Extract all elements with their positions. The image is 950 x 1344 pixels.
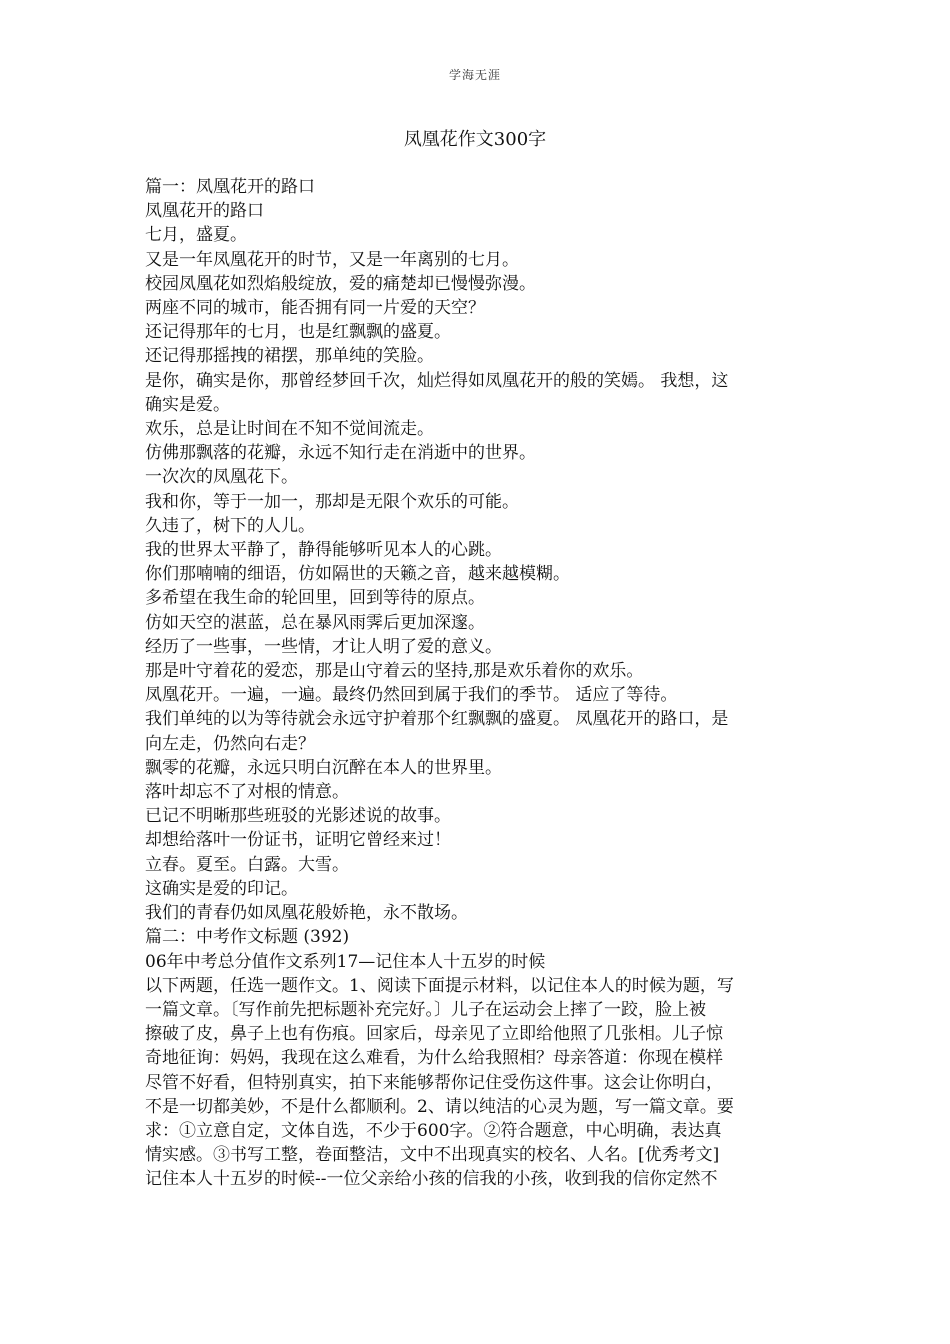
text-line: 多希望在我生命的轮回里，回到等待的原点。 — [145, 588, 485, 609]
text-line: 久违了，树下的人儿。 — [145, 515, 315, 536]
text-line: 校园凤凰花如烈焰般绽放，爱的痛楚却已慢慢弥漫。 — [145, 273, 536, 294]
text-line: 还记得那年的七月，也是红飘飘的盛夏。 — [145, 322, 451, 343]
text-line: 还记得那摇拽的裙摆，那单纯的笑脸。 — [145, 346, 434, 367]
text-line: 一次次的凤凰花下。 — [145, 467, 298, 488]
text-line: 又是一年凤凰花开的时节，又是一年离别的七月。 — [145, 249, 519, 270]
page-header: 学海无涯 — [448, 68, 501, 82]
text-line: 求：①立意自定，文体自选，不少于600字。②符合题意，中心明确，表达真 — [145, 1120, 722, 1141]
text-line: 向左走，仍然向右走？ — [145, 733, 315, 754]
text-line: 却想给落叶一份证书，证明它曾经来过！ — [145, 830, 451, 851]
text-line: 落叶却忘不了对根的情意。 — [145, 782, 349, 803]
document-title: 凤凰花作文300字 — [403, 129, 547, 150]
text-line: 那是叶守着花的爱恋，那是山守着云的坚持,那是欢乐着你的欢乐。 — [145, 661, 644, 682]
text-line: 一篇文章。〔写作前先把标题补充完好。〕儿子在运动会上摔了一跤，脸上被 — [145, 999, 706, 1020]
document-body — [145, 175, 810, 1192]
text-line: 这确实是爱的印记。 — [145, 878, 298, 899]
text-line: 欢乐，总是让时间在不知不觉间流走。 — [145, 419, 434, 440]
text-line: 仿佛那飘落的花瓣，永远不知行走在消逝中的世界。 — [145, 443, 536, 464]
text-line: 是你，确实是你，那曾经梦回千次，灿烂得如凤凰花开的般的笑嫣。 我想，这 — [145, 370, 729, 391]
text-line: 七月，盛夏。 — [145, 225, 247, 246]
text-line: 篇二：中考作文标题 (392) — [145, 927, 350, 948]
text-line: 凤凰花开的路口 — [145, 201, 264, 222]
text-line: 篇一：凤凰花开的路口 — [145, 177, 315, 197]
text-line: 尽管不好看，但特别真实，拍下来能够帮你记住受伤这件事。这会让你明白， — [145, 1072, 723, 1093]
text-line: 我的世界太平静了，静得能够听见本人的心跳。 — [145, 540, 502, 561]
text-line: 记住本人十五岁的时候--一位父亲给小孩的信我的小孩，收到我的信你定然不 — [145, 1169, 718, 1190]
text-line: 凤凰花开。一遍，一遍。最终仍然回到属于我们的季节。 适应了等待。 — [145, 685, 678, 706]
text-line: 以下两题，任选一题作文。1、阅读下面提示材料，以记住本人的时候为题，写 — [145, 975, 734, 996]
text-line: 我们的青春仍如凤凰花般娇艳，永不散场。 — [145, 903, 468, 924]
text-line: 你们那喃喃的细语，仿如隔世的天籁之音，越来越模糊。 — [145, 564, 570, 585]
text-line: 飘零的花瓣，永远只明白沉醉在本人的世界里。 — [145, 757, 502, 778]
text-line: 06年中考总分值作文系列17—记住本人十五岁的时候 — [145, 951, 546, 972]
text-line: 立春。夏至。白露。大雪。 — [145, 854, 349, 875]
text-line: 两座不同的城市，能否拥有同一片爱的天空？ — [145, 298, 485, 319]
text-line: 不是一切都美妙，不是什么都顺利。2、请以纯洁的心灵为题，写一篇文章。要 — [145, 1096, 734, 1117]
text-line: 我们单纯的以为等待就会永远守护着那个红飘飘的盛夏。 凤凰花开的路口，是 — [145, 709, 729, 730]
text-line: 情实感。③书写工整，卷面整洁，文中不出现真实的校名、人名。[优秀考文] — [145, 1145, 720, 1166]
text-line: 仿如天空的湛蓝，总在暴风雨霁后更加深邃。 — [145, 612, 485, 633]
text-line: 确实是爱。 — [145, 394, 230, 415]
text-line: 擦破了皮，鼻子上也有伤痕。回家后，母亲见了立即给他照了几张相。儿子惊 — [145, 1024, 723, 1045]
text-line: 奇地征询：妈妈，我现在这么难看，为什么给我照相？母亲答道：你现在模样 — [145, 1048, 723, 1069]
text-line: 已记不明晰那些班驳的光影述说的故事。 — [145, 806, 451, 827]
text-line: 我和你，等于一加一，那却是无限个欢乐的可能。 — [145, 491, 519, 512]
text-line: 经历了一些事，一些情，才让人明了爱的意义。 — [145, 636, 502, 657]
